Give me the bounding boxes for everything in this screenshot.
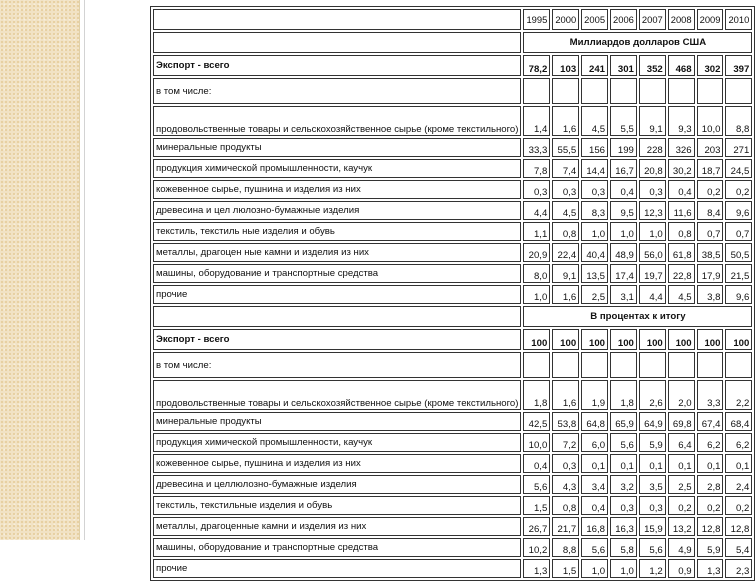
value-cell: 0,3 — [552, 180, 579, 199]
row-label: кожевенное сырье, пушнина и изделия из них — [153, 454, 521, 473]
value-cell: 9,3 — [668, 106, 695, 136]
value-cell: 1,0 — [581, 559, 608, 578]
total-value-cell: 100 — [581, 329, 608, 350]
table-row — [153, 380, 752, 410]
value-cell: 42,5 — [523, 412, 550, 431]
table-row — [153, 222, 752, 241]
value-cell: 40,4 — [581, 243, 608, 262]
empty-cell — [639, 352, 666, 378]
empty-cell — [639, 78, 666, 104]
value-cell: 12,8 — [697, 517, 724, 536]
value-cell: 0,4 — [523, 454, 550, 473]
total-value-cell: 397 — [725, 55, 752, 76]
empty-cell — [523, 78, 550, 104]
value-cell: 30,2 — [668, 159, 695, 178]
row-label: минеральные продукты — [153, 138, 521, 157]
empty-cell — [581, 352, 608, 378]
value-cell: 2,2 — [725, 380, 752, 410]
value-cell: 0,7 — [697, 222, 724, 241]
empty-cell — [523, 352, 550, 378]
value-cell: 4,9 — [668, 538, 695, 557]
value-cell: 1,2 — [639, 559, 666, 578]
value-cell: 14,4 — [581, 159, 608, 178]
empty-cell — [610, 78, 637, 104]
value-cell: 68,4 — [725, 412, 752, 431]
table-row — [153, 106, 752, 136]
value-cell: 16,7 — [610, 159, 637, 178]
value-cell: 20,9 — [523, 243, 550, 262]
value-cell: 0,1 — [639, 454, 666, 473]
value-cell: 11,6 — [668, 201, 695, 220]
value-cell: 0,8 — [552, 222, 579, 241]
value-cell: 1,9 — [581, 380, 608, 410]
row-label: текстиль, текстильные изделия и обувь — [153, 496, 521, 515]
value-cell: 17,4 — [610, 264, 637, 283]
subheading-row — [153, 352, 752, 378]
value-cell: 1,0 — [639, 222, 666, 241]
value-cell: 19,7 — [639, 264, 666, 283]
row-label: машины, оборудование и транспортные средства — [153, 538, 521, 557]
export-structure-table — [150, 6, 755, 581]
value-cell: 0,4 — [610, 180, 637, 199]
value-cell: 271 — [725, 138, 752, 157]
value-cell: 4,5 — [668, 285, 695, 304]
row-label: текстиль, текстиль ные изделия и обувь — [153, 222, 521, 241]
value-cell: 0,1 — [581, 454, 608, 473]
empty-cell — [725, 352, 752, 378]
export-table-container — [150, 6, 755, 581]
value-cell: 21,7 — [552, 517, 579, 536]
empty-cell — [697, 78, 724, 104]
year-header-cell: 2007 — [639, 9, 666, 30]
value-cell: 0,2 — [697, 496, 724, 515]
value-cell: 0,2 — [725, 180, 752, 199]
value-cell: 38,5 — [697, 243, 724, 262]
divider-line — [84, 0, 85, 540]
value-cell: 326 — [668, 138, 695, 157]
value-cell: 1,3 — [523, 559, 550, 578]
value-cell: 48,9 — [610, 243, 637, 262]
value-cell: 10,2 — [523, 538, 550, 557]
row-label: металлы, драгоцен ные камни и изделия из них — [153, 243, 521, 262]
value-cell: 16,3 — [610, 517, 637, 536]
value-cell: 24,5 — [725, 159, 752, 178]
table-row — [153, 496, 752, 515]
value-cell: 3,5 — [639, 475, 666, 494]
value-cell: 50,5 — [725, 243, 752, 262]
value-cell: 2,5 — [581, 285, 608, 304]
table-row — [153, 412, 752, 431]
total-value-cell: 100 — [668, 329, 695, 350]
empty-cell — [610, 352, 637, 378]
value-cell: 0,8 — [668, 222, 695, 241]
value-cell: 4,5 — [581, 106, 608, 136]
value-cell: 17,9 — [697, 264, 724, 283]
value-cell: 15,9 — [639, 517, 666, 536]
value-cell: 1,6 — [552, 106, 579, 136]
value-cell: 1,1 — [523, 222, 550, 241]
value-cell: 7,8 — [523, 159, 550, 178]
total-label: Экспорт - всего — [153, 329, 521, 350]
year-header-cell: 2009 — [697, 9, 724, 30]
value-cell: 5,6 — [581, 538, 608, 557]
table-row — [153, 180, 752, 199]
row-label: машины, оборудование и транспортные средства — [153, 264, 521, 283]
total-value-cell: 100 — [725, 329, 752, 350]
year-header-cell: 1995 — [523, 9, 550, 30]
value-cell: 67,4 — [697, 412, 724, 431]
row-label: продукция химической промышленности, каучук — [153, 159, 521, 178]
row-label: продукция химической промышленности, каучук — [153, 433, 521, 452]
value-cell: 1,5 — [523, 496, 550, 515]
table-row — [153, 559, 752, 578]
value-cell: 0,2 — [668, 496, 695, 515]
total-value-cell: 100 — [610, 329, 637, 350]
total-label: Экспорт - всего — [153, 55, 521, 76]
value-cell: 18,7 — [697, 159, 724, 178]
value-cell: 65,9 — [610, 412, 637, 431]
value-cell: 1,0 — [523, 285, 550, 304]
section-title: Миллиардов долларов США — [523, 32, 752, 53]
value-cell: 0,1 — [725, 454, 752, 473]
value-cell: 3,3 — [697, 380, 724, 410]
value-cell: 2,8 — [697, 475, 724, 494]
row-label: кожевенное сырье, пушнина и изделия из них — [153, 180, 521, 199]
row-label: древесина и целлюлозно-бумажные изделия — [153, 475, 521, 494]
year-header-row — [153, 9, 752, 30]
value-cell: 1,8 — [610, 380, 637, 410]
value-cell: 6,2 — [697, 433, 724, 452]
value-cell: 22,4 — [552, 243, 579, 262]
value-cell: 5,9 — [697, 538, 724, 557]
value-cell: 9,1 — [552, 264, 579, 283]
value-cell: 0,3 — [639, 180, 666, 199]
value-cell: 0,4 — [581, 496, 608, 515]
value-cell: 1,6 — [552, 380, 579, 410]
value-cell: 61,8 — [668, 243, 695, 262]
total-value-cell: 100 — [523, 329, 550, 350]
value-cell: 21,5 — [725, 264, 752, 283]
value-cell: 0,2 — [697, 180, 724, 199]
value-cell: 55,5 — [552, 138, 579, 157]
value-cell: 6,4 — [668, 433, 695, 452]
value-cell: 5,9 — [639, 433, 666, 452]
table-row — [153, 538, 752, 557]
empty-cell — [697, 352, 724, 378]
subheading-row — [153, 78, 752, 104]
empty-cell — [581, 78, 608, 104]
value-cell: 3,1 — [610, 285, 637, 304]
value-cell: 4,5 — [552, 201, 579, 220]
table-row — [153, 138, 752, 157]
value-cell: 0,2 — [725, 496, 752, 515]
value-cell: 0,1 — [697, 454, 724, 473]
value-cell: 20,8 — [639, 159, 666, 178]
total-row — [153, 329, 752, 350]
value-cell: 2,4 — [725, 475, 752, 494]
total-value-cell: 241 — [581, 55, 608, 76]
section-title: В процентах к итогу — [523, 306, 752, 327]
value-cell: 0,3 — [610, 496, 637, 515]
value-cell: 4,3 — [552, 475, 579, 494]
subheading-label: в том числе: — [153, 352, 521, 378]
row-label: продовольственные товары и сельскохозяйственное сырье (кроме текстильного) — [153, 106, 521, 136]
row-label: металлы, драгоценные камни и изделия из них — [153, 517, 521, 536]
table-row — [153, 475, 752, 494]
total-value-cell: 352 — [639, 55, 666, 76]
value-cell: 6,2 — [725, 433, 752, 452]
value-cell: 5,4 — [725, 538, 752, 557]
value-cell: 10,0 — [523, 433, 550, 452]
value-cell: 0,7 — [725, 222, 752, 241]
value-cell: 1,0 — [610, 559, 637, 578]
total-value-cell: 100 — [697, 329, 724, 350]
table-row — [153, 243, 752, 262]
value-cell: 5,8 — [610, 538, 637, 557]
table-row — [153, 454, 752, 473]
section-title-row — [153, 32, 752, 53]
year-header-cell: 2010 — [725, 9, 752, 30]
value-cell: 5,6 — [639, 538, 666, 557]
year-header-cell: 2006 — [610, 9, 637, 30]
value-cell: 5,6 — [610, 433, 637, 452]
value-cell: 9,6 — [725, 285, 752, 304]
table-row — [153, 433, 752, 452]
table-row — [153, 264, 752, 283]
total-value-cell: 78,2 — [523, 55, 550, 76]
value-cell: 8,8 — [725, 106, 752, 136]
total-value-cell: 301 — [610, 55, 637, 76]
value-cell: 7,2 — [552, 433, 579, 452]
value-cell: 1,0 — [610, 222, 637, 241]
row-label: древесина и цел люлозно-бумажные изделия — [153, 201, 521, 220]
value-cell: 8,3 — [581, 201, 608, 220]
value-cell: 0,8 — [552, 496, 579, 515]
value-cell: 0,1 — [668, 454, 695, 473]
value-cell: 53,8 — [552, 412, 579, 431]
value-cell: 8,0 — [523, 264, 550, 283]
value-cell: 1,6 — [552, 285, 579, 304]
value-cell: 0,3 — [552, 454, 579, 473]
value-cell: 7,4 — [552, 159, 579, 178]
row-label: минеральные продукты — [153, 412, 521, 431]
table-row — [153, 159, 752, 178]
row-label: продовольственные товары и сельскохозяйственное сырье (кроме текстильного) — [153, 380, 521, 410]
total-value-cell: 100 — [552, 329, 579, 350]
table-row — [153, 285, 752, 304]
table-row — [153, 201, 752, 220]
value-cell: 0,3 — [581, 180, 608, 199]
year-header-cell: 2000 — [552, 9, 579, 30]
value-cell: 156 — [581, 138, 608, 157]
value-cell: 0,4 — [668, 180, 695, 199]
total-row — [153, 55, 752, 76]
value-cell: 22,8 — [668, 264, 695, 283]
value-cell: 2,5 — [668, 475, 695, 494]
row-label: прочие — [153, 559, 521, 578]
section-title-spacer — [153, 32, 521, 53]
subheading-label: в том числе: — [153, 78, 521, 104]
empty-cell — [552, 78, 579, 104]
value-cell: 33,3 — [523, 138, 550, 157]
value-cell: 3,2 — [610, 475, 637, 494]
header-corner-cell — [153, 9, 521, 30]
value-cell: 64,9 — [639, 412, 666, 431]
value-cell: 2,3 — [725, 559, 752, 578]
empty-cell — [668, 352, 695, 378]
value-cell: 0,3 — [639, 496, 666, 515]
value-cell: 1,3 — [697, 559, 724, 578]
value-cell: 9,1 — [639, 106, 666, 136]
total-value-cell: 468 — [668, 55, 695, 76]
value-cell: 0,1 — [610, 454, 637, 473]
value-cell: 13,2 — [668, 517, 695, 536]
value-cell: 56,0 — [639, 243, 666, 262]
value-cell: 64,8 — [581, 412, 608, 431]
value-cell: 6,0 — [581, 433, 608, 452]
empty-cell — [725, 78, 752, 104]
year-header-cell: 2008 — [668, 9, 695, 30]
value-cell: 2,6 — [639, 380, 666, 410]
decorative-side-strip — [0, 0, 80, 540]
value-cell: 203 — [697, 138, 724, 157]
row-label: прочие — [153, 285, 521, 304]
value-cell: 1,8 — [523, 380, 550, 410]
value-cell: 13,5 — [581, 264, 608, 283]
total-value-cell: 302 — [697, 55, 724, 76]
value-cell: 8,8 — [552, 538, 579, 557]
empty-cell — [668, 78, 695, 104]
value-cell: 10,0 — [697, 106, 724, 136]
value-cell: 9,6 — [725, 201, 752, 220]
value-cell: 4,4 — [639, 285, 666, 304]
value-cell: 199 — [610, 138, 637, 157]
value-cell: 26,7 — [523, 517, 550, 536]
value-cell: 5,5 — [610, 106, 637, 136]
value-cell: 1,0 — [581, 222, 608, 241]
value-cell: 69,8 — [668, 412, 695, 431]
total-value-cell: 100 — [639, 329, 666, 350]
total-value-cell: 103 — [552, 55, 579, 76]
value-cell: 2,0 — [668, 380, 695, 410]
value-cell: 0,9 — [668, 559, 695, 578]
value-cell: 0,3 — [523, 180, 550, 199]
value-cell: 4,4 — [523, 201, 550, 220]
value-cell: 9,5 — [610, 201, 637, 220]
table-row — [153, 517, 752, 536]
value-cell: 12,8 — [725, 517, 752, 536]
value-cell: 8,4 — [697, 201, 724, 220]
value-cell: 1,5 — [552, 559, 579, 578]
value-cell: 1,4 — [523, 106, 550, 136]
year-header-cell: 2005 — [581, 9, 608, 30]
value-cell: 5,6 — [523, 475, 550, 494]
section-title-spacer — [153, 306, 521, 327]
value-cell: 228 — [639, 138, 666, 157]
value-cell: 3,8 — [697, 285, 724, 304]
value-cell: 16,8 — [581, 517, 608, 536]
value-cell: 12,3 — [639, 201, 666, 220]
value-cell: 3,4 — [581, 475, 608, 494]
section-title-row — [153, 306, 752, 327]
empty-cell — [552, 352, 579, 378]
